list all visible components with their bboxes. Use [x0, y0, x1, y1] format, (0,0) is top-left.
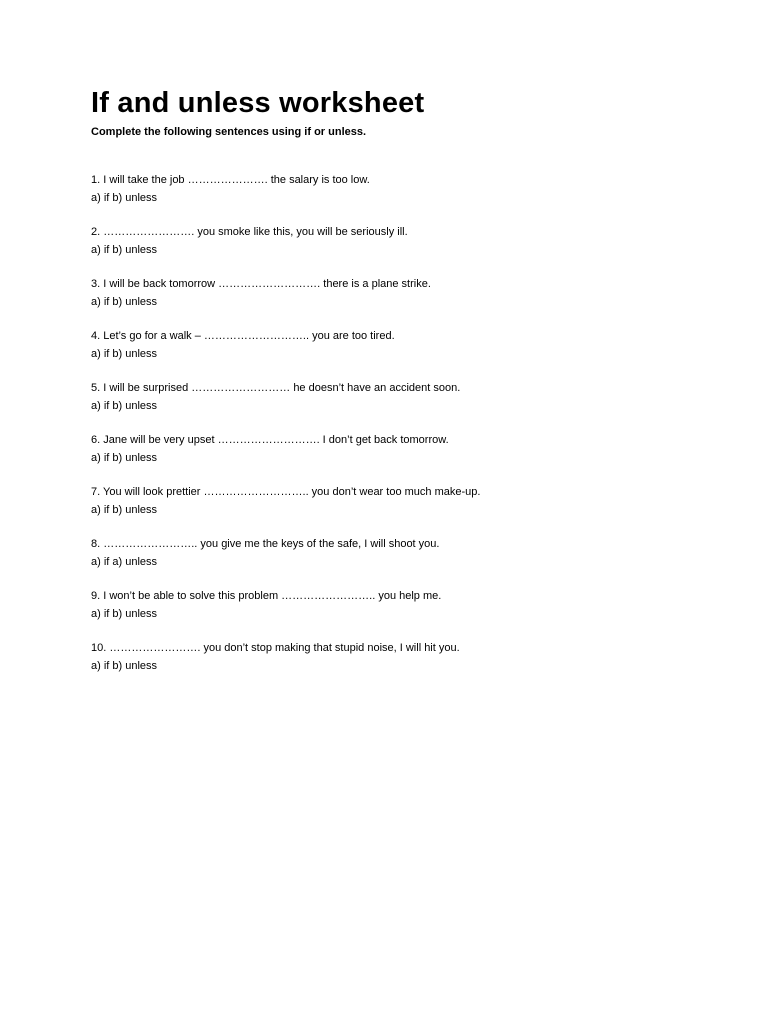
question-2 [91, 224, 711, 259]
question-options: a) if b) unless [91, 451, 158, 464]
question-3 [91, 276, 711, 311]
question-text: 8. …………………….. you give me the keys of the safe, I will shoot you. [91, 538, 440, 550]
question-options: a) if b) unless [91, 243, 158, 256]
question-text: 9. I won’t be able to solve this problem …………………….. you help me. [91, 590, 442, 602]
question-4 [91, 328, 711, 363]
question-6 [91, 432, 711, 467]
question-options: a) if b) unless [91, 295, 158, 308]
question-options: a) if b) unless [91, 191, 158, 204]
worksheet-instructions: Complete the following sentences using if or unless. [91, 126, 367, 138]
question-options: a) if b) unless [91, 503, 158, 516]
question-5 [91, 380, 711, 415]
question-options: a) if b) unless [91, 607, 158, 620]
question-options: a) if b) unless [91, 347, 158, 360]
worksheet-page [91, 84, 711, 692]
question-text: 6. Jane will be very upset ………………………. I don’t get back tomorrow. [91, 434, 449, 446]
question-list [91, 172, 711, 675]
question-7 [91, 484, 711, 519]
question-options: a) if b) unless [91, 399, 158, 412]
worksheet-title: If and unless worksheet [91, 87, 425, 119]
question-text: 7. You will look prettier ……………………….. you don’t wear too much make-up. [91, 486, 481, 498]
question-1 [91, 172, 711, 207]
question-text: 1. I will take the job …………………. the salary is too low. [91, 174, 370, 186]
question-options: a) if a) unless [91, 555, 158, 568]
question-text: 2. ……………………. you smoke like this, you will be seriously ill. [91, 226, 408, 238]
question-10 [91, 640, 711, 675]
question-8 [91, 536, 711, 571]
question-9 [91, 588, 711, 623]
question-text: 4. Let’s go for a walk – ……………………….. you are too tired. [91, 330, 395, 342]
question-text: 3. I will be back tomorrow ………………………. there is a plane strike. [91, 278, 431, 290]
question-options: a) if b) unless [91, 659, 158, 672]
question-text: 10. ……………………. you don’t stop making that stupid noise, I will hit you. [91, 642, 460, 654]
question-text: 5. I will be surprised ……………………… he doesn’t have an accident soon. [91, 382, 461, 394]
